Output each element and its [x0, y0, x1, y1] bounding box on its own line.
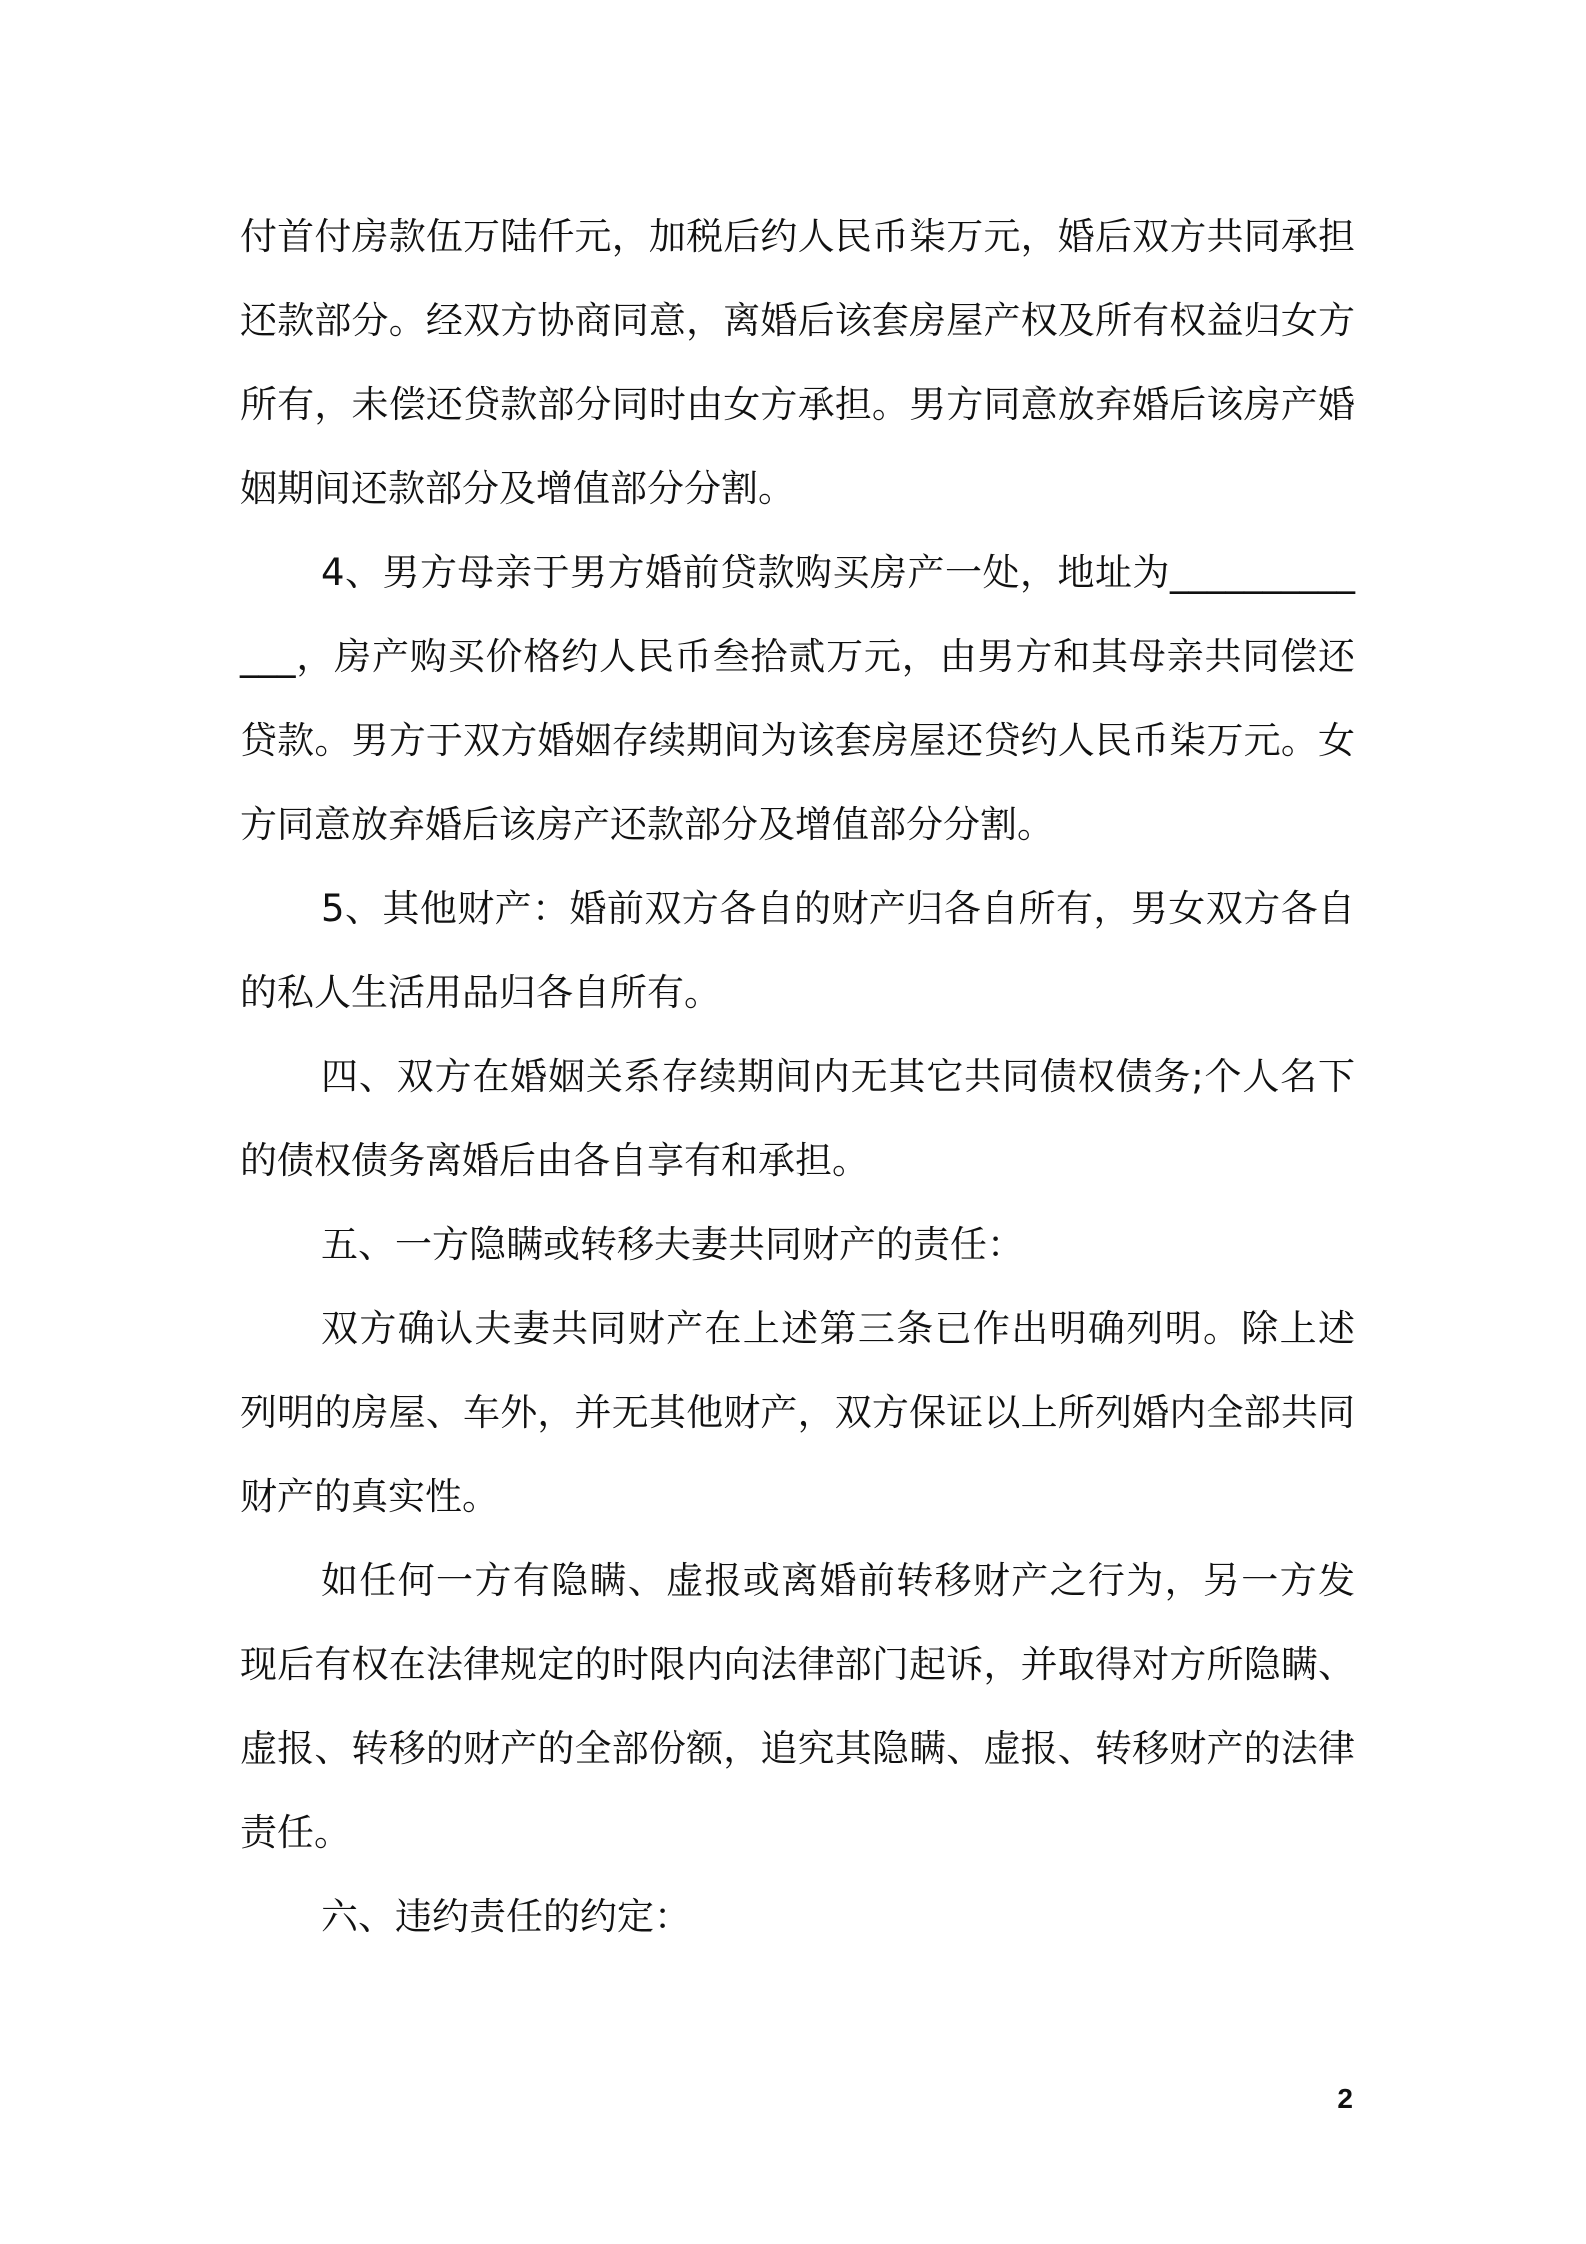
page-number: 2	[1337, 2083, 1353, 2114]
paragraph-item-5: 5、其他财产：婚前双方各自的财产归各自所有，男女双方各自的私人生活用品归各自所有。	[240, 887, 1355, 1014]
paragraph-house-payment: 付首付房款伍万陆仟元，加税后约人民币柒万元，婚后双方共同承担还款部分。经双方协商同意，离婚后该套房屋产权及所有权益归女方所有，未偿还贷款部分同时由女方承担。男方同意放弃婚后该房产婚姻期间还款部分及增值部分分割。	[240, 215, 1355, 510]
paragraph-section-4: 四、双方在婚姻关系存续期间内无其它共同债权债务;个人名下的债权债务离婚后由各自享有和承担。	[240, 1055, 1355, 1182]
paragraph-item-4: 4、男方母亲于男方婚前贷款购买房产一处，地址为_____________，房产购买价格约人民币叁拾贰万元，由男方和其母亲共同偿还贷款。男方于双方婚姻存续期间为该套房屋还贷约人民币柒万元。女方同意放弃婚后该房产还款部分及增值部分分割。	[240, 551, 1355, 846]
document-body	[240, 195, 1355, 1959]
paragraph-section-6-heading: 六、违约责任的约定：	[321, 1895, 691, 1938]
paragraph-concealment: 如任何一方有隐瞒、虚报或离婚前转移财产之行为，另一方发现后有权在法律规定的时限内向法律部门起诉，并取得对方所隐瞒、虚报、转移的财产的全部份额，追究其隐瞒、虚报、转移财产的法律责任。	[240, 1559, 1355, 1854]
paragraph-confirm-property: 双方确认夫妻共同财产在上述第三条已作出明确列明。除上述列明的房屋、车外，并无其他财产，双方保证以上所列婚内全部共同财产的真实性。	[240, 1307, 1355, 1518]
paragraph-section-5-heading: 五、一方隐瞒或转移夫妻共同财产的责任：	[321, 1223, 1024, 1266]
